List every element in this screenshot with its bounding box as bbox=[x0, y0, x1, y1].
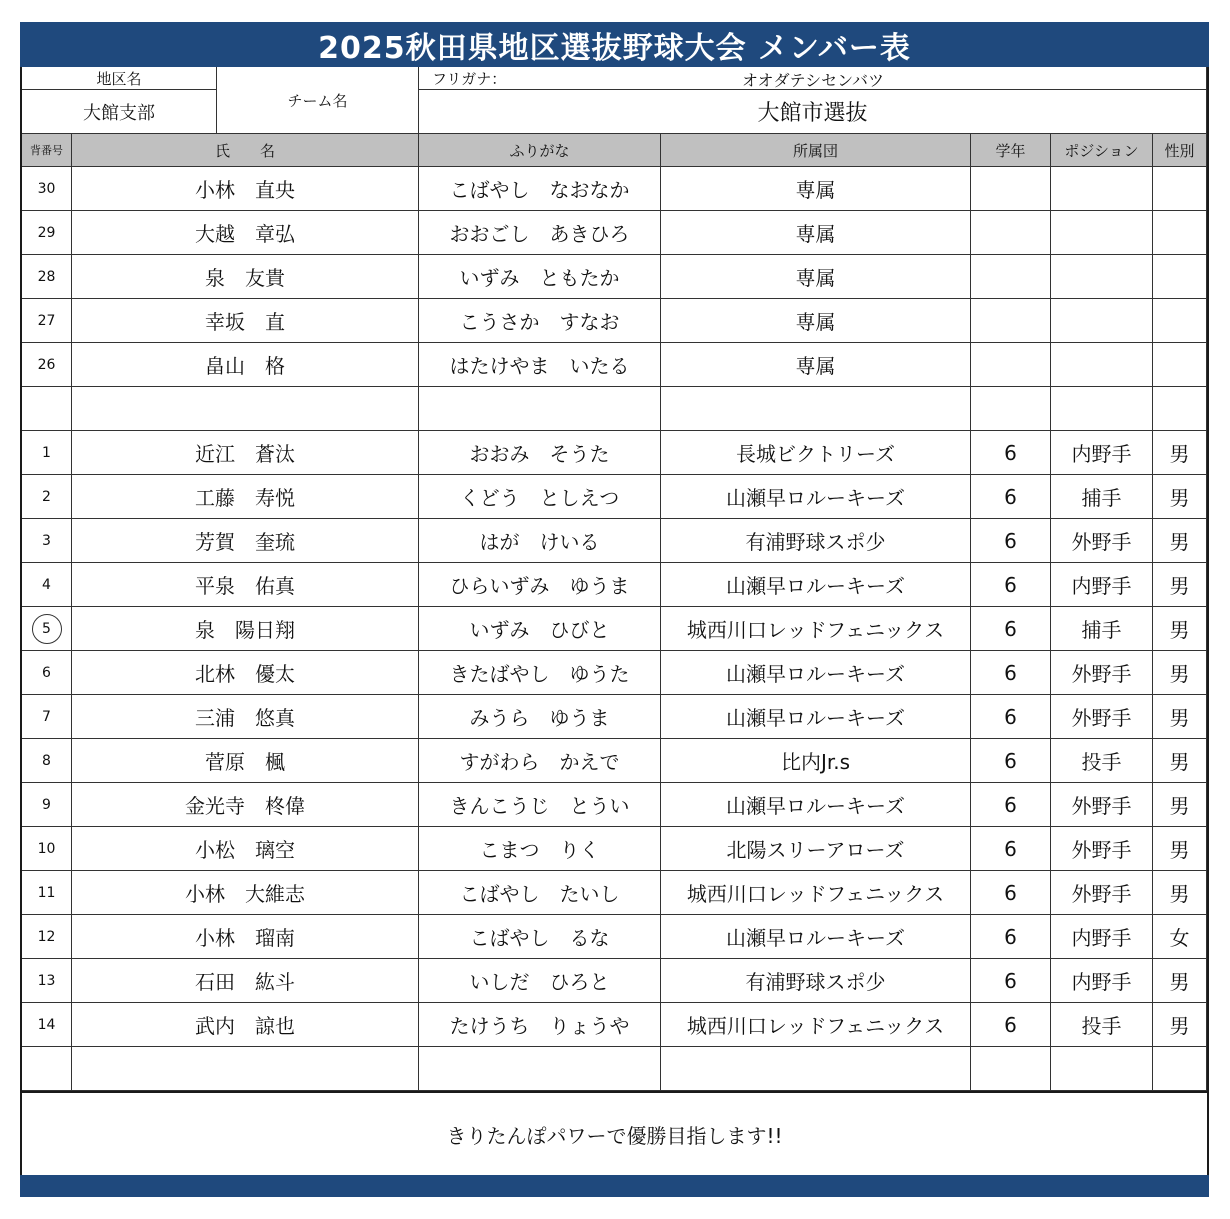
col-team-cell: 城西川口レッドフェニックス bbox=[661, 871, 971, 915]
col-kana-cell: こうさか すなお bbox=[419, 299, 661, 343]
col-grade-cell: 6 bbox=[971, 959, 1051, 1003]
col-kana-cell: きんこうじ とうい bbox=[419, 783, 661, 827]
col-position-cell: 内野手 bbox=[1051, 431, 1153, 475]
col-name-cell: 平泉 佑真 bbox=[72, 563, 419, 607]
col-kana-cell: こまつ りく bbox=[419, 827, 661, 871]
furigana-value: オオダテシセンバツ bbox=[741, 71, 885, 90]
col-kana-cell: はが けいる bbox=[419, 519, 661, 563]
footer-bar bbox=[20, 1175, 1209, 1197]
col-sex-cell: 男 bbox=[1153, 871, 1207, 915]
col-position-cell bbox=[1051, 387, 1153, 431]
col-name-cell: 畠山 格 bbox=[72, 343, 419, 387]
col-kana-cell: おおごし あきひろ bbox=[419, 211, 661, 255]
col-position-cell: 外野手 bbox=[1051, 827, 1153, 871]
col-number-cell: 4 bbox=[22, 563, 72, 607]
col-grade-cell: 6 bbox=[971, 607, 1051, 651]
col-sex-cell: 男 bbox=[1153, 739, 1207, 783]
col-grade-cell bbox=[971, 167, 1051, 211]
col-sex-cell bbox=[1153, 255, 1207, 299]
col-name-cell: 武内 諒也 bbox=[72, 1003, 419, 1047]
col-name-cell: 三浦 悠真 bbox=[72, 695, 419, 739]
district-value: 大館支部 bbox=[22, 90, 217, 134]
col-kana-cell: こばやし なおなか bbox=[419, 167, 661, 211]
col-team-cell: 山瀬早ロルーキーズ bbox=[661, 563, 971, 607]
col-position-cell: 投手 bbox=[1051, 739, 1153, 783]
col-kana-cell: すがわら かえで bbox=[419, 739, 661, 783]
col-kana-cell bbox=[419, 387, 661, 431]
col-grade-cell: 6 bbox=[971, 519, 1051, 563]
col-position-cell: 内野手 bbox=[1051, 959, 1153, 1003]
col-name-cell: 北林 優太 bbox=[72, 651, 419, 695]
header-col-name: 氏 名 bbox=[72, 134, 419, 167]
header-col-position: ポジション bbox=[1051, 134, 1153, 167]
col-number-cell: 6 bbox=[22, 651, 72, 695]
col-kana-cell: ひらいずみ ゆうま bbox=[419, 563, 661, 607]
furigana-label: フリガナ： bbox=[432, 70, 507, 88]
col-team-cell: 山瀬早ロルーキーズ bbox=[661, 783, 971, 827]
col-name-cell bbox=[72, 1047, 419, 1091]
col-team-cell bbox=[661, 1047, 971, 1091]
team-message: きりたんぽパワーで優勝目指します!! bbox=[22, 1091, 1207, 1175]
col-number-cell: 29 bbox=[22, 211, 72, 255]
col-number-cell: 27 bbox=[22, 299, 72, 343]
col-kana-cell: きたばやし ゆうた bbox=[419, 651, 661, 695]
header-col-sex: 性別 bbox=[1153, 134, 1207, 167]
col-position-cell bbox=[1051, 343, 1153, 387]
col-grade-cell bbox=[971, 211, 1051, 255]
col-number-cell: 26 bbox=[22, 343, 72, 387]
col-number-cell: 12 bbox=[22, 915, 72, 959]
col-number-cell: 2 bbox=[22, 475, 72, 519]
col-grade-cell: 6 bbox=[971, 1003, 1051, 1047]
col-number-cell: 1 bbox=[22, 431, 72, 475]
col-name-cell: 泉 友貴 bbox=[72, 255, 419, 299]
col-name-cell: 小林 直央 bbox=[72, 167, 419, 211]
col-number-cell: 3 bbox=[22, 519, 72, 563]
col-grade-cell: 6 bbox=[971, 563, 1051, 607]
col-sex-cell: 男 bbox=[1153, 783, 1207, 827]
col-position-cell: 外野手 bbox=[1051, 695, 1153, 739]
col-number-cell: 30 bbox=[22, 167, 72, 211]
col-sex-cell: 男 bbox=[1153, 563, 1207, 607]
col-number-cell: 9 bbox=[22, 783, 72, 827]
col-position-cell bbox=[1051, 1047, 1153, 1091]
col-number-cell: 13 bbox=[22, 959, 72, 1003]
col-grade-cell: 6 bbox=[971, 827, 1051, 871]
col-name-cell: 大越 章弘 bbox=[72, 211, 419, 255]
col-sex-cell: 男 bbox=[1153, 1003, 1207, 1047]
col-grade-cell bbox=[971, 299, 1051, 343]
col-team-cell: 専属 bbox=[661, 167, 971, 211]
col-team-cell: 城西川口レッドフェニックス bbox=[661, 607, 971, 651]
team-label: チーム名 bbox=[217, 67, 419, 134]
col-team-cell: 長城ビクトリーズ bbox=[661, 431, 971, 475]
col-name-cell: 近江 蒼汰 bbox=[72, 431, 419, 475]
col-grade-cell: 6 bbox=[971, 651, 1051, 695]
col-position-cell: 捕手 bbox=[1051, 607, 1153, 651]
col-kana-cell: みうら ゆうま bbox=[419, 695, 661, 739]
col-name-cell: 幸坂 直 bbox=[72, 299, 419, 343]
col-number-cell: 8 bbox=[22, 739, 72, 783]
col-team-cell: 山瀬早ロルーキーズ bbox=[661, 651, 971, 695]
col-sex-cell: 男 bbox=[1153, 695, 1207, 739]
col-kana-cell: たけうち りょうや bbox=[419, 1003, 661, 1047]
col-position-cell bbox=[1051, 211, 1153, 255]
col-position-cell: 外野手 bbox=[1051, 871, 1153, 915]
col-position-cell bbox=[1051, 255, 1153, 299]
col-position-cell: 外野手 bbox=[1051, 519, 1153, 563]
col-sex-cell bbox=[1153, 299, 1207, 343]
col-team-cell: 専属 bbox=[661, 343, 971, 387]
team-name-value: 大館市選抜 bbox=[419, 90, 1207, 134]
col-team-cell: 山瀬早ロルーキーズ bbox=[661, 915, 971, 959]
col-team-cell bbox=[661, 387, 971, 431]
col-position-cell bbox=[1051, 167, 1153, 211]
col-team-cell: 北陽スリーアローズ bbox=[661, 827, 971, 871]
col-team-cell: 有浦野球スポ少 bbox=[661, 519, 971, 563]
col-sex-cell bbox=[1153, 343, 1207, 387]
col-kana-cell: はたけやま いたる bbox=[419, 343, 661, 387]
col-name-cell: 小林 瑠南 bbox=[72, 915, 419, 959]
col-name-cell: 工藤 寿悦 bbox=[72, 475, 419, 519]
col-name-cell: 菅原 楓 bbox=[72, 739, 419, 783]
col-kana-cell: いしだ ひろと bbox=[419, 959, 661, 1003]
col-number-cell: 7 bbox=[22, 695, 72, 739]
col-team-cell: 山瀬早ロルーキーズ bbox=[661, 475, 971, 519]
col-team-cell: 専属 bbox=[661, 255, 971, 299]
col-sex-cell: 女 bbox=[1153, 915, 1207, 959]
col-sex-cell bbox=[1153, 387, 1207, 431]
col-name-cell bbox=[72, 387, 419, 431]
col-sex-cell bbox=[1153, 211, 1207, 255]
col-kana-cell: こばやし るな bbox=[419, 915, 661, 959]
col-number-cell: 14 bbox=[22, 1003, 72, 1047]
col-number-cell bbox=[22, 1047, 72, 1091]
col-team-cell: 比内Jr.s bbox=[661, 739, 971, 783]
col-grade-cell: 6 bbox=[971, 915, 1051, 959]
col-name-cell: 小松 璃空 bbox=[72, 827, 419, 871]
col-grade-cell: 6 bbox=[971, 739, 1051, 783]
col-position-cell: 捕手 bbox=[1051, 475, 1153, 519]
col-number-cell: 10 bbox=[22, 827, 72, 871]
col-position-cell: 内野手 bbox=[1051, 915, 1153, 959]
col-grade-cell: 6 bbox=[971, 475, 1051, 519]
col-sex-cell: 男 bbox=[1153, 607, 1207, 651]
col-grade-cell bbox=[971, 1047, 1051, 1091]
col-sex-cell bbox=[1153, 1047, 1207, 1091]
col-kana-cell: いずみ ひびと bbox=[419, 607, 661, 651]
col-team-cell: 山瀬早ロルーキーズ bbox=[661, 695, 971, 739]
col-team-cell: 専属 bbox=[661, 299, 971, 343]
col-name-cell: 石田 紘斗 bbox=[72, 959, 419, 1003]
header-col-kana: ふりがな bbox=[419, 134, 661, 167]
col-name-cell: 芳賀 奎琉 bbox=[72, 519, 419, 563]
col-position-cell: 外野手 bbox=[1051, 651, 1153, 695]
captain-number-circle: 5 bbox=[32, 614, 62, 644]
col-sex-cell: 男 bbox=[1153, 651, 1207, 695]
col-grade-cell: 6 bbox=[971, 871, 1051, 915]
header-col-team: 所属団 bbox=[661, 134, 971, 167]
col-position-cell: 外野手 bbox=[1051, 783, 1153, 827]
col-number-cell: 11 bbox=[22, 871, 72, 915]
col-sex-cell bbox=[1153, 167, 1207, 211]
col-grade-cell bbox=[971, 343, 1051, 387]
col-sex-cell: 男 bbox=[1153, 519, 1207, 563]
col-team-cell: 城西川口レッドフェニックス bbox=[661, 1003, 971, 1047]
col-grade-cell bbox=[971, 255, 1051, 299]
col-team-cell: 有浦野球スポ少 bbox=[661, 959, 971, 1003]
col-kana-cell: くどう としえつ bbox=[419, 475, 661, 519]
col-position-cell bbox=[1051, 299, 1153, 343]
col-kana-cell: おおみ そうた bbox=[419, 431, 661, 475]
header-col-number: 背番号 bbox=[22, 134, 72, 167]
col-number-cell bbox=[22, 607, 72, 651]
col-team-cell: 専属 bbox=[661, 211, 971, 255]
col-position-cell: 内野手 bbox=[1051, 563, 1153, 607]
col-kana-cell bbox=[419, 1047, 661, 1091]
col-grade-cell: 6 bbox=[971, 783, 1051, 827]
col-grade-cell bbox=[971, 387, 1051, 431]
col-position-cell: 投手 bbox=[1051, 1003, 1153, 1047]
col-grade-cell: 6 bbox=[971, 431, 1051, 475]
col-number-cell: 28 bbox=[22, 255, 72, 299]
col-number-cell bbox=[22, 387, 72, 431]
col-kana-cell: こばやし たいし bbox=[419, 871, 661, 915]
col-name-cell: 小林 大維志 bbox=[72, 871, 419, 915]
col-sex-cell: 男 bbox=[1153, 959, 1207, 1003]
district-label: 地区名 bbox=[22, 67, 217, 90]
col-name-cell: 泉 陽日翔 bbox=[72, 607, 419, 651]
col-grade-cell: 6 bbox=[971, 695, 1051, 739]
header-col-grade: 学年 bbox=[971, 134, 1051, 167]
col-kana-cell: いずみ ともたか bbox=[419, 255, 661, 299]
col-sex-cell: 男 bbox=[1153, 431, 1207, 475]
col-sex-cell: 男 bbox=[1153, 475, 1207, 519]
col-sex-cell: 男 bbox=[1153, 827, 1207, 871]
col-name-cell: 金光寺 柊偉 bbox=[72, 783, 419, 827]
roster-title: 2025秋田県地区選抜野球大会 メンバー表 bbox=[20, 22, 1209, 67]
